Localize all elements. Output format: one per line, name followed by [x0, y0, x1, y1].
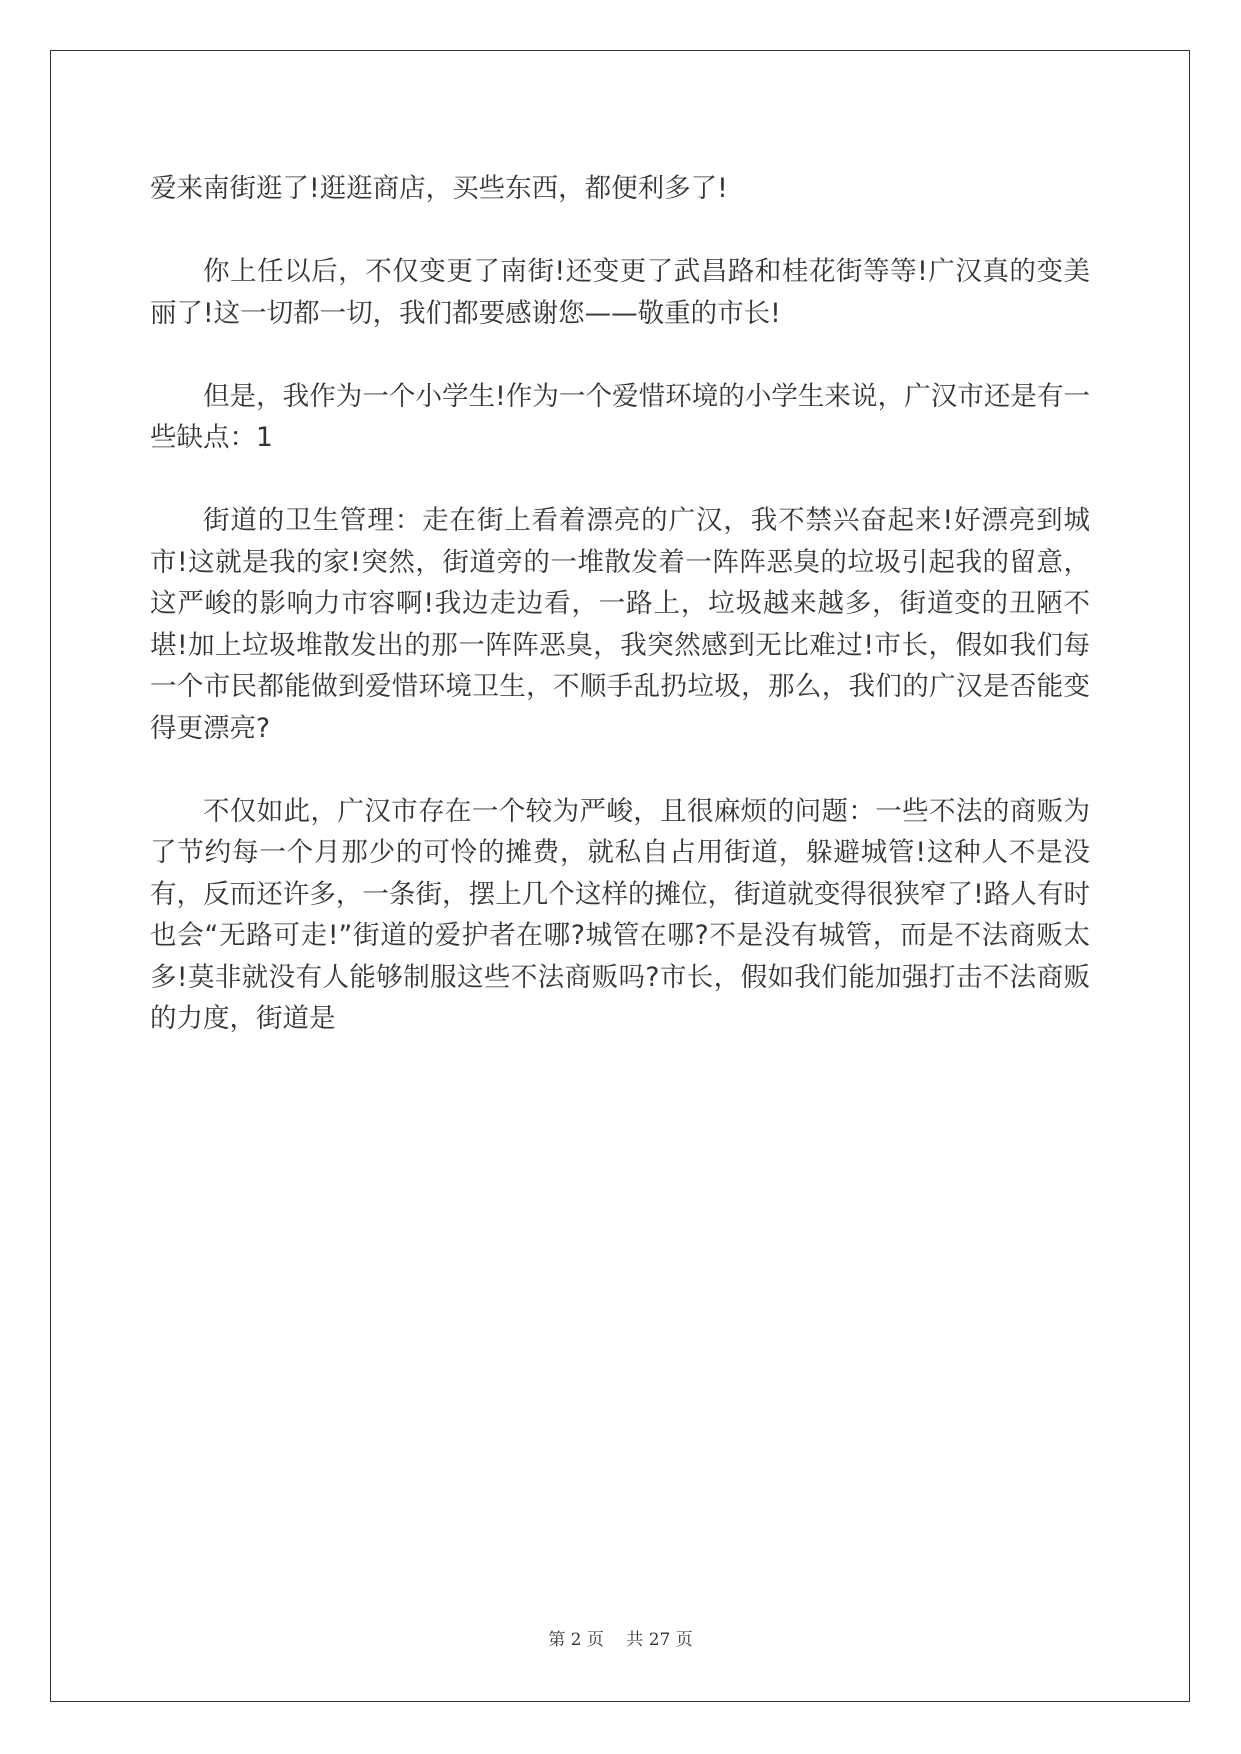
- paragraph: 爱来南街逛了!逛逛商店，买些东西，都便利多了!: [150, 173, 728, 204]
- paragraph: 你上任以后，不仅变更了南街!还变更了武昌路和桂花街等等!广汉真的变美丽了!这一切都一切，我们都要感谢您——敬重的市长!: [150, 256, 1090, 329]
- paragraph: 街道的卫生管理：走在街上看着漂亮的广汉，我不禁兴奋起来!好漂亮到城市!这就是我的家!突然，街道旁的一堆散发着一阵阵恶臭的垃圾引起我的留意，这严峻的影响力市容啊!我边走边看，一路上，垃圾越来越多，街道变的丑陋不堪!加上垃圾堆散发出的那一阵阵恶臭，我突然感到无比难过!市长，假如我们每一个市民都能做到爱惜环境卫生，不顺手乱扔垃圾，那么，我们的广汉是否能变得更漂亮?: [150, 505, 1090, 744]
- paragraph: 不仅如此，广汉市存在一个较为严峻，且很麻烦的问题：一些不法的商贩为了节约每一个月那少的可怜的摊费，就私自占用街道，躲避城管!这种人不是没有，反而还许多，一条街，摆上几个这样的摊位，街道就变得很狭窄了!路人有时也会“无路可走!”街道的爱护者在哪?城管在哪?不是没有城管，而是不法商贩太多!莫非就没有人能够制服这些不法商贩吗?市长，假如我们能加强打击不法商贩的力度，街道是: [150, 795, 1090, 1034]
- paragraph: 但是，我作为一个小学生!作为一个爱惜环境的小学生来说，广汉市还是有一些缺点：1: [150, 380, 1090, 453]
- page-number-footer: 第 2 页 共 27 页: [548, 1630, 693, 1650]
- body-text: [150, 168, 1090, 1081]
